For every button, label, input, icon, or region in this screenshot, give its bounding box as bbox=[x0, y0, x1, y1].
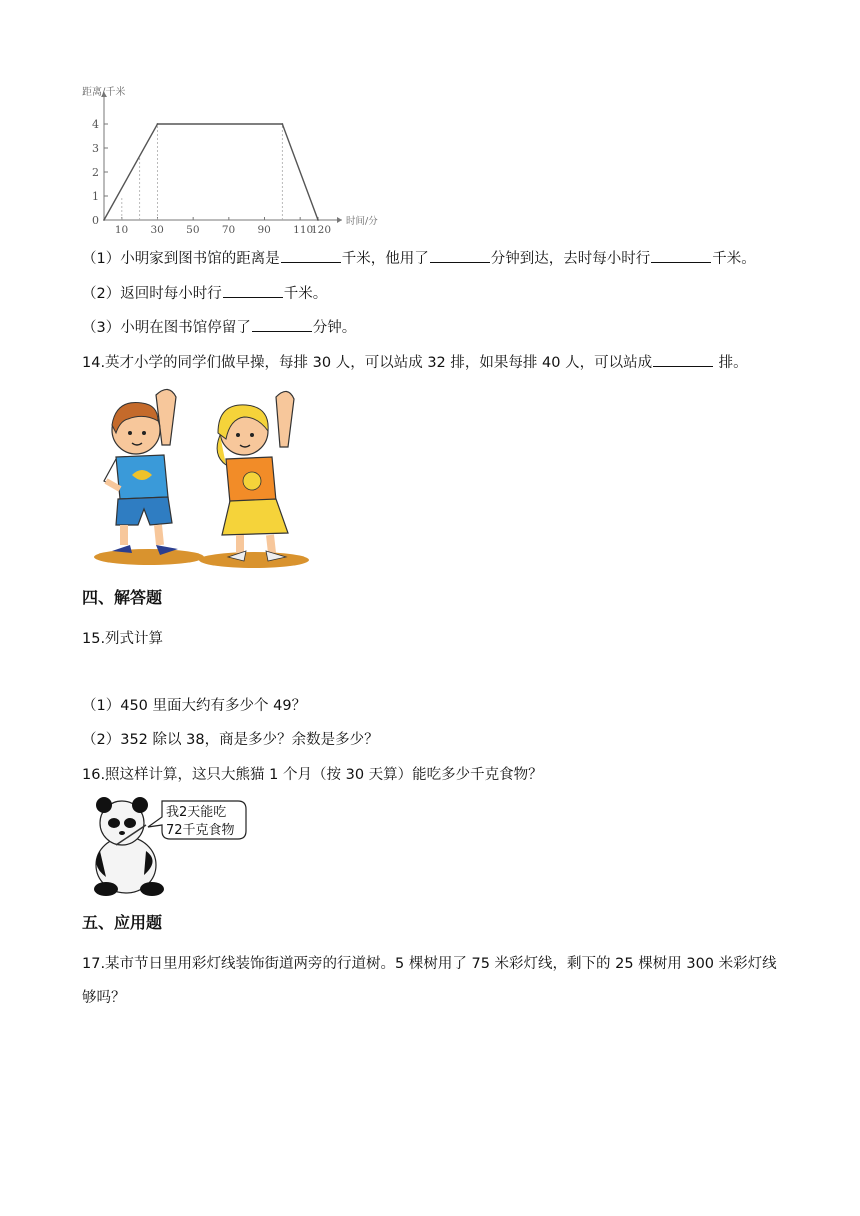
y-tick-label: 1 bbox=[92, 190, 99, 203]
y-tick-label: 2 bbox=[92, 166, 99, 179]
q13-sub3-text-1: （3）小明在图书馆停留了 bbox=[82, 320, 251, 336]
x-axis-label: 时间/分 bbox=[346, 216, 378, 227]
data-point bbox=[103, 219, 105, 221]
y-tick-label: 4 bbox=[92, 118, 99, 131]
distance-series-line bbox=[104, 124, 318, 220]
bubble-line-2: 72千克食物 bbox=[166, 823, 235, 838]
q13-sub3 bbox=[82, 316, 356, 337]
x-tick-label: 90 bbox=[257, 224, 271, 234]
section-five-heading: 五、应用题 bbox=[82, 913, 163, 932]
bubble-line-1: 我2天能吃 bbox=[166, 805, 227, 820]
q16-text: 16.照这样计算，这只大熊猫 1 个月（按 30 天算）能吃多少千克食物？ bbox=[82, 767, 543, 783]
q17-line-2: 够吗？ bbox=[82, 990, 126, 1006]
answer-blank[interactable] bbox=[223, 283, 283, 298]
q13-sub1-text-4: 千米。 bbox=[712, 251, 756, 267]
x-tick-label: 70 bbox=[221, 224, 236, 234]
x-axis-arrow bbox=[337, 217, 342, 223]
q17-line-1: 17.某市节日里用彩灯线装饰街道两旁的行道树。5 棵树用了 75 米彩灯线，剩下的 25 棵树用 300 米彩灯线 bbox=[82, 956, 777, 972]
y-axis-label: 距离/千米 bbox=[82, 87, 126, 98]
q13-sub1-text-1: （1）小明家到图书馆的距离是 bbox=[82, 251, 280, 267]
q14 bbox=[82, 351, 748, 372]
answer-blank[interactable] bbox=[653, 352, 713, 367]
children-exercising-illustration bbox=[94, 385, 314, 570]
answer-blank[interactable] bbox=[252, 317, 312, 332]
section-four-heading: 四、解答题 bbox=[82, 588, 163, 607]
x-tick-label: 10 bbox=[114, 224, 129, 234]
q14-text-end: 排。 bbox=[714, 355, 748, 371]
q13-sub2-text-2: 千米。 bbox=[283, 286, 328, 302]
answer-blank[interactable] bbox=[430, 248, 490, 263]
x-tick-label: 50 bbox=[186, 224, 200, 234]
panda-speech-bubble bbox=[166, 804, 235, 840]
x-tick-label: 110 bbox=[293, 224, 314, 234]
q13-sub1-text-3: 分钟到达，去时每小时行 bbox=[490, 251, 651, 267]
boy-figure bbox=[104, 389, 178, 555]
answer-blank[interactable] bbox=[651, 248, 711, 263]
y-tick-label: 0 bbox=[92, 214, 99, 227]
x-tick-label: 30 bbox=[150, 224, 164, 234]
q13-sub1-text-2: 千米，他用了 bbox=[341, 251, 429, 267]
answer-blank[interactable] bbox=[281, 248, 341, 263]
q14-text: 14.英才小学的同学们做早操，每排 30 人，可以站成 32 排，如果每排 40 人，可以站成 bbox=[82, 355, 653, 371]
y-tick-label: 3 bbox=[92, 142, 99, 155]
girl-figure bbox=[217, 391, 294, 561]
data-point bbox=[317, 219, 319, 221]
q13-sub2-text-1: （2）返回时每小时行 bbox=[82, 286, 222, 302]
q15-sub1: （1）450 里面大约有多少个 49？ bbox=[82, 698, 307, 714]
q13-sub1 bbox=[82, 247, 756, 268]
data-point bbox=[281, 123, 283, 125]
x-tick-label: 120 bbox=[311, 224, 332, 234]
data-point bbox=[157, 123, 159, 125]
distance-time-chart bbox=[82, 82, 402, 234]
q13-sub2 bbox=[82, 282, 327, 303]
q15-title: 15.列式计算 bbox=[82, 631, 164, 647]
q15-sub2: （2）352 除以 38，商是多少？余数是多少？ bbox=[82, 732, 379, 748]
q13-sub3-text-2: 分钟。 bbox=[312, 320, 357, 336]
